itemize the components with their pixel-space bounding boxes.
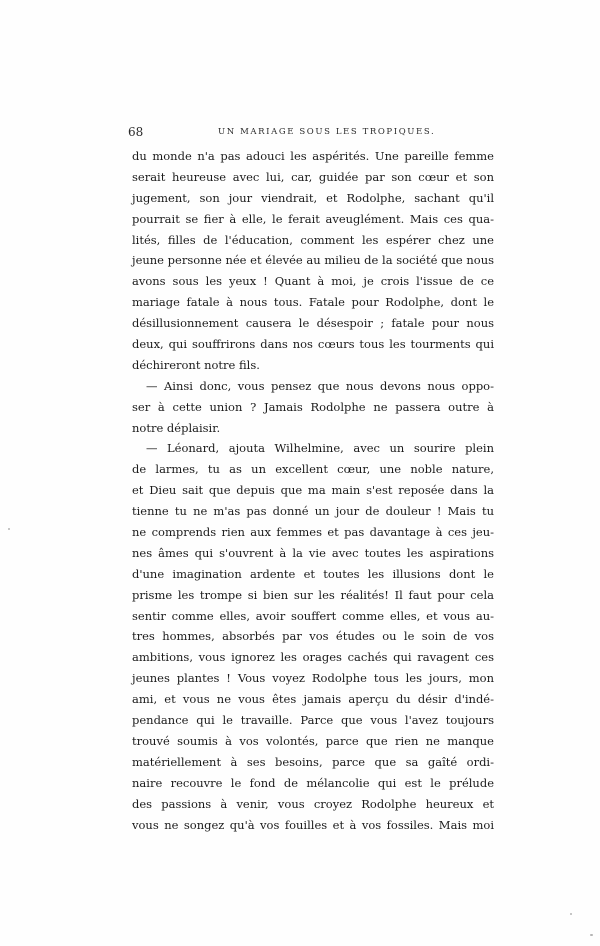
page-header bbox=[128, 124, 500, 140]
text-line: de larmes, tu as un excellent cœur, une noble nature, bbox=[132, 462, 494, 477]
text-line: vous ne songez qu'à vos fouilles et à vos fossiles. Mais moi bbox=[132, 817, 494, 832]
text-line: naire recouvre le fond de mélancolie qui est le prélude bbox=[132, 775, 494, 790]
text-line: d'une imagination ardente et toutes les illusions dont le bbox=[132, 566, 494, 581]
text-line: avons sous les yeux ! Quant à moi, je crois l'issue de ce bbox=[132, 274, 494, 289]
text-line: trouvé soumis à vos volontés, parce que rien ne manque bbox=[132, 733, 494, 748]
text-line: pourrait se fier à elle, le ferait aveuglément. Mais ces qua- bbox=[132, 211, 494, 226]
text-line: — Ainsi donc, vous pensez que nous devons nous oppo- bbox=[146, 378, 494, 393]
text-line: lités, filles de l'éducation, comment les espérer chez une bbox=[132, 232, 494, 247]
text-line: ser à cette union ? Jamais Rodolphe ne passera outre à bbox=[132, 399, 494, 414]
text-line: désillusionnement causera le désespoir ; fatale pour nous bbox=[132, 316, 494, 331]
text-line: et Dieu sait que depuis que ma main s'est reposée dans la bbox=[132, 483, 494, 498]
text-line: jugement, son jour viendrait, et Rodolphe, sachant qu'il bbox=[132, 190, 494, 205]
scan-speck bbox=[570, 913, 572, 915]
text-line: ami, et vous ne vous êtes jamais aperçu du désir d'indé- bbox=[132, 692, 494, 707]
text-line: ambitions, vous ignorez les orages cachés qui ravagent ces bbox=[132, 650, 494, 665]
text-line: jeune personne née et élevée au milieu de la société que nous bbox=[132, 253, 494, 268]
text-line: serait heureuse avec lui, car, guidée par son cœur et son bbox=[132, 169, 494, 184]
text-line: ne comprends rien aux femmes et pas davantage à ces jeu- bbox=[132, 525, 494, 540]
text-line: deux, qui souffrirons dans nos cœurs tous les tourments qui bbox=[132, 337, 494, 352]
body-text bbox=[132, 146, 494, 835]
text-line: déchireront notre fils. bbox=[132, 357, 260, 372]
text-line: notre déplaisir. bbox=[132, 420, 221, 435]
scan-speck bbox=[590, 934, 593, 936]
text-line: du monde n'a pas adouci les aspérités. Une pareille femme bbox=[132, 149, 494, 163]
scan-speck bbox=[8, 528, 10, 530]
running-title: UN MARIAGE SOUS LES TROPIQUES. bbox=[218, 127, 436, 137]
page-number: 68 bbox=[128, 125, 144, 139]
text-line: pendance qui le travaille. Parce que vous l'avez toujours bbox=[132, 713, 494, 728]
text-line: sentir comme elles, avoir souffert comme elles, et vous au- bbox=[132, 608, 494, 623]
text-line: jeunes plantes ! Vous voyez Rodolphe tous les jours, mon bbox=[132, 671, 494, 686]
text-line: nes âmes qui s'ouvrent à la vie avec toutes les aspirations bbox=[132, 545, 494, 560]
text-line: — Léonard, ajouta Wilhelmine, avec un sourire plein bbox=[146, 441, 494, 456]
text-line: tres hommes, absorbés par vos études ou le soin de vos bbox=[132, 629, 494, 644]
text-line: prisme les trompe si bien sur les réalités! Il faut pour cela bbox=[132, 587, 494, 602]
text-line: tienne tu ne m'as pas donné un jour de douleur ! Mais tu bbox=[132, 504, 494, 519]
text-line: mariage fatale à nous tous. Fatale pour Rodolphe, dont le bbox=[132, 295, 494, 310]
text-line: matériellement à ses besoins, parce que sa gaîté ordi- bbox=[132, 754, 494, 769]
text-line: des passions à venir, vous croyez Rodolphe heureux et bbox=[132, 796, 494, 811]
